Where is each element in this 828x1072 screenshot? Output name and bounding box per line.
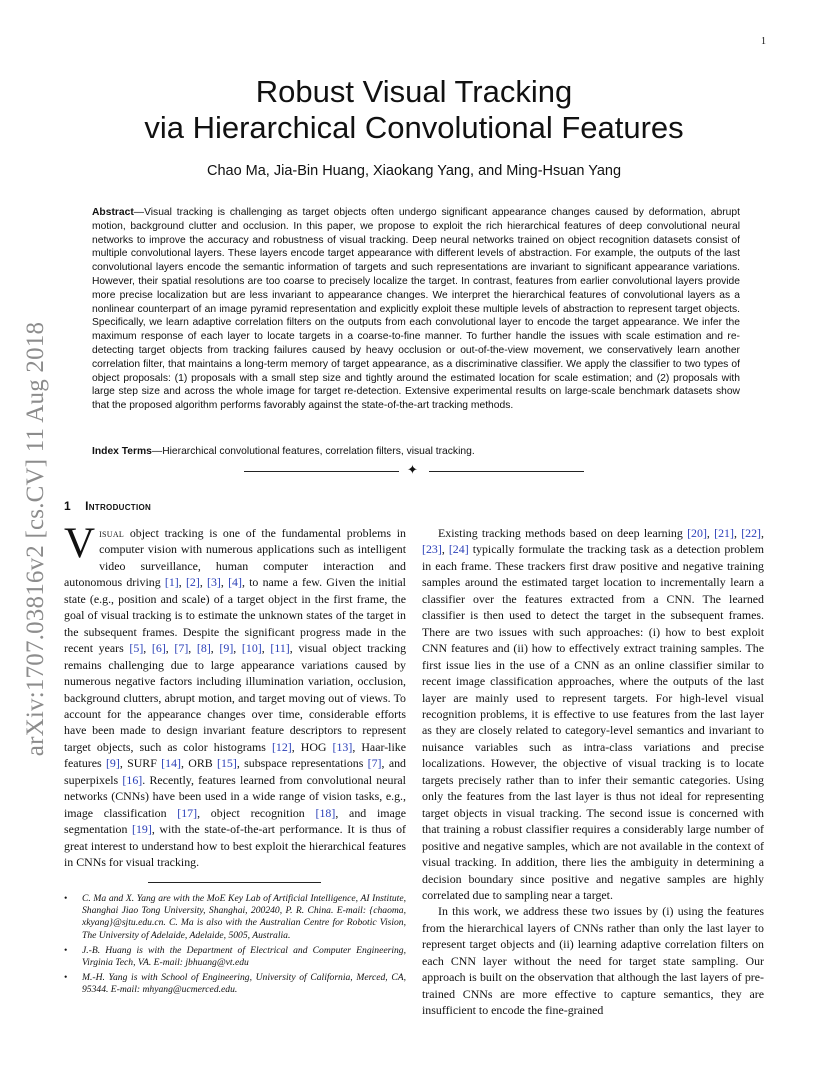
body-text: Existing tracking methods based on deep learning: [438, 526, 688, 540]
body-text: , and image segmentation: [64, 805, 407, 837]
body-text: ,: [733, 526, 742, 540]
section-title: Introduction: [85, 499, 152, 513]
body-text: , SURF: [119, 756, 162, 771]
footnote-item: [64, 972, 406, 996]
footnote-rule: [148, 882, 321, 883]
intro-paragraph-3: [422, 903, 764, 1018]
body-text: typically formulate the tracking task as a detection problem in each frame. These trackers first draw positive and negative training samples around the estimated target location to incrementally learn a classifier over the features extracted from a CNN. The learned classifier is then used to detect the target in the subsequent frames. There are two issues with such approaches: (i) how to best exploit CNN features and (ii) how to effectively extract training samples. The first issue lies in the use of a CNN as an online classifier similar to recent image classification approaches, where the outputs of the last layer are mainly used to represent targets. For high-level visual recognition problems, it is effective to use features from the last layer as they are closely related to category-level semantics and invariant to nuisance variables such as intra-class variations and precise localizations. However, the objective of visual tracking is to locate targets precisely rather than to infer their semantic categories. Using only the features from the last layer is thus not ideal for representing target objects in visual tracking. The second issue is concerned with that training a robust classifier requires a considerably large number of positive and negative samples, which are not available in the context of visual tracking. In addition, there lies the ambiguity in determining a decision boundary since positive and negative samples are highly correlated due to sampling near a target.: [422, 542, 764, 902]
citation-link[interactable]: [12]: [271, 739, 292, 754]
abstract: [92, 206, 740, 413]
body-text: ,: [143, 641, 152, 656]
index-terms-text: —Hierarchical convolutional features, correlation filters, visual tracking.: [151, 446, 475, 457]
footnote-text: M.-H. Yang is with School of Engineering, University of California, Merced, CA, 95344. E-mail: mhyang@ucmerced.edu.: [82, 972, 406, 996]
body-text: , Haar-like features: [64, 739, 406, 771]
divider-star-icon: ✦: [407, 463, 418, 478]
body-text: ,: [178, 575, 186, 590]
bullet-icon: •: [64, 972, 68, 984]
body-text: , object recognition: [197, 805, 316, 820]
citation-link[interactable]: [6]: [151, 641, 166, 656]
citation-link[interactable]: [17]: [177, 805, 198, 820]
citation-link[interactable]: [2]: [185, 575, 200, 590]
index-terms: [92, 445, 740, 459]
citation-link[interactable]: [24]: [448, 542, 469, 557]
citation-link[interactable]: [13]: [332, 739, 353, 754]
citation-link[interactable]: [1]: [164, 575, 179, 590]
body-text: ,: [441, 542, 449, 557]
title-line-1: Robust Visual Tracking: [255, 74, 573, 109]
author-list: Chao Ma, Jia-Bin Huang, Xiaokang Yang, and Ming-Hsuan Yang: [206, 163, 622, 179]
body-text: ,: [210, 641, 220, 656]
citation-link[interactable]: [23]: [422, 542, 442, 557]
body-text: ,: [188, 641, 197, 656]
abstract-text: —Visual tracking is challenging as target objects often undergo significant appearance changes caused by deformation, abrupt motion, background clutter and occlusion. In this paper, we propose to exploit the rich hierarchical features of deep convolutional neural networks to improve the accuracy and robustness of visual tracking. Deep neural networks trained on object recognition datasets consist of multiple convolutional layers. These layers encode target appearance with different levels of abstraction. For example, the outputs of the last convolutional layers encode the semantic information of targets and such representations are invariant to significant appearance variations. However, their spatial resolutions are too coarse to precisely localize the target. In contrast, features from earlier convolutional layers provide more precise localization but are less invariant to appearance changes. We interpret the hierarchical features of convolutional layers as a nonlinear counterpart of an image pyramid representation and explicitly exploit these multiple levels of abstraction to represent target objects. Specifically, we learn adaptive correlation filters on the outputs from each convolutional layer to encode the target appearance. We infer the maximum response of each layer to locate targets in a coarse-to-fine manner. To further handle the issues with scale estimation and re-detecting target objects from tracking failures caused by heavy occlusion or out-of-the-view movement, we conservatively learn another correlation filter, that maintains a long-term memory of target appearance, as a discriminative classifier. We apply the classifier to two types of object proposals: (1) proposals with a small step size and tightly around the estimated location for scale estimation; and (2) proposals with large step size and across the whole image for target re-detection. Extensive experimental results on large-scale benchmark datasets show that the proposed algorithm performs favorably against the state-of-the-art tracking methods.: [92, 207, 740, 412]
body-text: ,: [165, 641, 175, 656]
citation-link[interactable]: [11]: [270, 641, 290, 656]
citation-link[interactable]: [9]: [105, 756, 120, 771]
citation-link[interactable]: [16]: [122, 772, 143, 787]
divider-line-left: [244, 471, 399, 472]
footnote-text: C. Ma and X. Yang are with the MoE Key Lab of Artificial Intelligence, AI Institute, Shanghai Jiao Tong University, Shanghai, 200240, P. R. China. E-mail: {chaoma, xkyang}@sjtu.edu.cn. C. Ma is also with the Australian Centre for Robotic Vision, The University of Adelaide, Adelaide, 5005, Australia.: [82, 893, 406, 941]
footnotes: [64, 893, 406, 1000]
body-text: object tracking is one of the fundamental problems in computer vision with numerous applications such as intelligent video surveillance, human computer interaction and autonomous driving: [64, 526, 406, 590]
citation-link[interactable]: [7]: [367, 756, 382, 771]
body-text: , with the state-of-the-art performance. It is thus of great interest to understand how to best exploit the hierarchical features in CNNs for visual tracking.: [64, 822, 407, 870]
intro-smallcaps: isual: [99, 526, 125, 540]
citation-link[interactable]: [15]: [217, 756, 237, 771]
intro-paragraph-1: [64, 520, 407, 871]
citation-link[interactable]: [22]: [741, 526, 761, 540]
citation-link[interactable]: [20]: [687, 526, 707, 540]
citation-link[interactable]: [18]: [315, 805, 336, 820]
index-terms-label: Index Terms: [92, 446, 152, 457]
bullet-icon: •: [64, 944, 68, 956]
citation-link[interactable]: [3]: [207, 575, 221, 590]
body-text: ,: [199, 575, 208, 590]
body-text: ,: [233, 641, 242, 656]
section-heading: [64, 499, 151, 513]
abstract-label: Abstract: [92, 207, 134, 218]
citation-link[interactable]: [21]: [714, 526, 734, 540]
body-text: , visual object tracking remains challenging due to large appearance variations caused by numerous negative factors including illumination variation, occlusion, background clutters, abrupt motion, and target moving out of views. To account for the appearance changes over time, considerable efforts have been made to design invariant feature descriptors to represent target objects, such as color histograms: [64, 641, 407, 754]
paper-title: [80, 74, 748, 146]
body-text: ,: [761, 526, 764, 540]
divider-line-right: [429, 471, 584, 472]
footnote-item: [64, 945, 406, 969]
citation-link[interactable]: [14]: [161, 756, 181, 771]
arxiv-identifier: arXiv:1707.03816v2 [cs.CV] 11 Aug 2018: [22, 321, 49, 757]
citation-link[interactable]: [10]: [241, 641, 262, 656]
intro-paragraph-2: [422, 525, 764, 903]
section-number: 1: [64, 499, 72, 513]
citation-link[interactable]: [4]: [228, 575, 242, 590]
body-text: , to name a few. Given the initial state (e.g., position and scale) of a target object in the first frame, the goal of visual tracking is to estimate the unknown states of the target in the subsequent frames. Despite the significant progress made in the recent years: [64, 575, 406, 656]
body-text: ,: [706, 526, 715, 540]
title-line-2: via Hierarchical Convolutional Features: [144, 110, 684, 145]
body-text: , and superpixels: [64, 756, 406, 787]
citation-link[interactable]: [8]: [196, 641, 211, 656]
body-text: . Recently, features learned from convolutional neural networks (CNNs) have been used in a wide range of vision tasks, e.g., image classification: [64, 772, 406, 820]
section-divider: [244, 465, 584, 479]
drop-cap: V: [64, 520, 96, 567]
left-column: [64, 520, 407, 871]
body-text: ,: [261, 641, 271, 656]
body-text: In this work, we address these two issues by (i) using the features from the hierarchical layers of CNNs rather than only the last layer to represent target objects and (ii) learning adaptive correlation filters on each CNN layer without the need for target state sampling. Our approach is built on the observation that although the last layers of pre-trained CNNs are more effective to capture semantics, they are insufficient to encode the fine-grained: [422, 904, 764, 1018]
bullet-icon: •: [64, 893, 68, 904]
body-text: , HOG: [291, 739, 333, 754]
footnote-item: [64, 893, 406, 942]
body-text: , ORB: [180, 756, 218, 771]
page-number: 1: [761, 36, 766, 47]
body-text: ,: [220, 575, 229, 590]
citation-link[interactable]: [7]: [174, 641, 189, 656]
body-text: , subspace representations: [236, 756, 368, 771]
citation-link[interactable]: [9]: [219, 641, 234, 656]
citation-link[interactable]: [5]: [129, 641, 144, 656]
footnote-text: J.-B. Huang is with the Department of Electrical and Computer Engineering, Virginia Tech, VA. E-mail: jbhuang@vt.edu: [82, 944, 406, 969]
right-column: [422, 525, 764, 1019]
citation-link[interactable]: [19]: [132, 822, 152, 837]
